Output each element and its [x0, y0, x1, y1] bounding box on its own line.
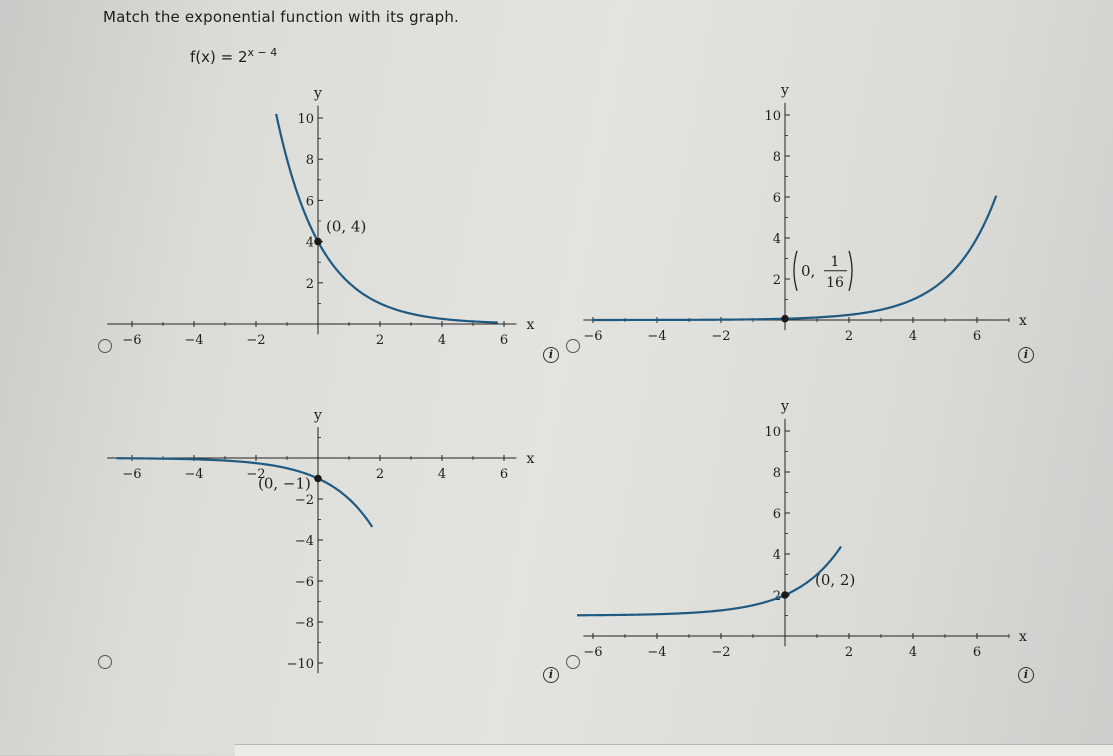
y-tick-label: 2	[772, 273, 781, 288]
fraction-denominator: 16	[826, 274, 844, 291]
function-exponent: x − 4	[247, 46, 278, 59]
y-tick-label: 4	[305, 235, 314, 251]
x-tick-label: −4	[647, 329, 667, 344]
y-tick-label: 4	[772, 548, 781, 563]
x-axis-label: x	[1019, 313, 1027, 329]
point-label: (0, 4)	[326, 217, 367, 236]
y-tick-label: 6	[772, 191, 781, 206]
function-expression	[190, 46, 277, 66]
option-d-graph	[565, 395, 1025, 680]
x-tick-label: −2	[711, 645, 731, 660]
x-tick-label: 4	[437, 333, 447, 348]
x-tick-label: 4	[908, 329, 918, 344]
point-label-prefix: 0,	[801, 261, 816, 280]
x-tick-label: 6	[499, 333, 509, 348]
x-tick-label: 6	[499, 467, 509, 482]
option-d-info-icon[interactable]: i	[1018, 667, 1034, 683]
x-axis-label: x	[1019, 629, 1027, 645]
x-tick-label: 2	[844, 645, 854, 660]
intercept-point	[314, 475, 322, 483]
y-tick-label: 2	[772, 589, 781, 604]
x-tick-label: −6	[122, 333, 142, 348]
x-tick-label: 4	[908, 645, 918, 660]
x-tick-label: −6	[122, 467, 142, 482]
y-tick-label: 6	[305, 194, 314, 210]
x-tick-label: −2	[711, 329, 731, 344]
x-tick-label: −6	[583, 645, 603, 660]
bottom-bar	[235, 744, 1113, 756]
x-tick-label: −6	[583, 329, 603, 344]
point-label: (0, −1)	[258, 474, 311, 493]
x-tick-label: 2	[375, 333, 385, 348]
x-axis-label: x	[526, 317, 535, 333]
y-tick-label: 2	[305, 276, 314, 292]
x-tick-label: −2	[246, 333, 266, 348]
y-axis-label: y	[314, 407, 322, 424]
intercept-point	[781, 591, 789, 599]
y-tick-label: −8	[294, 616, 314, 631]
x-tick-label: −4	[184, 333, 204, 348]
option-a-graph	[95, 75, 555, 360]
x-tick-label: 4	[437, 467, 447, 482]
y-axis-label: y	[781, 82, 789, 99]
function-curve	[117, 458, 373, 527]
x-tick-label: −4	[647, 645, 667, 660]
x-tick-label: 6	[972, 645, 982, 660]
x-tick-label: 2	[844, 329, 854, 344]
intercept-point	[781, 315, 789, 323]
y-tick-label: 8	[772, 466, 781, 481]
y-tick-label: 8	[305, 153, 314, 169]
x-tick-label: −2	[246, 467, 266, 482]
y-tick-label: 10	[764, 109, 781, 124]
y-tick-label: −6	[294, 575, 314, 590]
paren-close	[849, 251, 852, 291]
x-tick-label: 2	[375, 467, 385, 482]
point-label	[794, 251, 852, 291]
y-axis-label: y	[781, 398, 789, 415]
y-axis-label: y	[314, 85, 322, 102]
option-b-graph	[565, 75, 1025, 360]
intercept-point	[314, 238, 322, 246]
function-curve	[577, 547, 841, 616]
y-tick-label: −4	[294, 534, 314, 549]
paren-open	[794, 251, 797, 291]
point-label: (0, 2)	[815, 571, 856, 589]
y-tick-label: 8	[772, 150, 781, 165]
fraction-numerator: 1	[830, 253, 840, 270]
option-b-info-icon[interactable]: i	[1018, 347, 1034, 363]
option-c-graph	[95, 395, 555, 680]
x-tick-label: 6	[972, 329, 982, 344]
x-axis-label: x	[526, 451, 535, 467]
y-tick-label: 6	[772, 507, 781, 522]
y-tick-label: 4	[772, 232, 781, 247]
question-prompt: Match the exponential function with its graph.	[103, 8, 460, 26]
x-tick-label: −4	[184, 467, 204, 482]
option-c-info-icon[interactable]: i	[543, 667, 559, 683]
y-tick-label: −10	[286, 657, 314, 672]
option-a-info-icon[interactable]: i	[543, 347, 559, 363]
y-tick-label: 10	[764, 425, 781, 440]
y-tick-label: −2	[294, 493, 314, 508]
function-base: f(x) = 2	[190, 48, 248, 66]
y-tick-label: 10	[297, 112, 314, 127]
